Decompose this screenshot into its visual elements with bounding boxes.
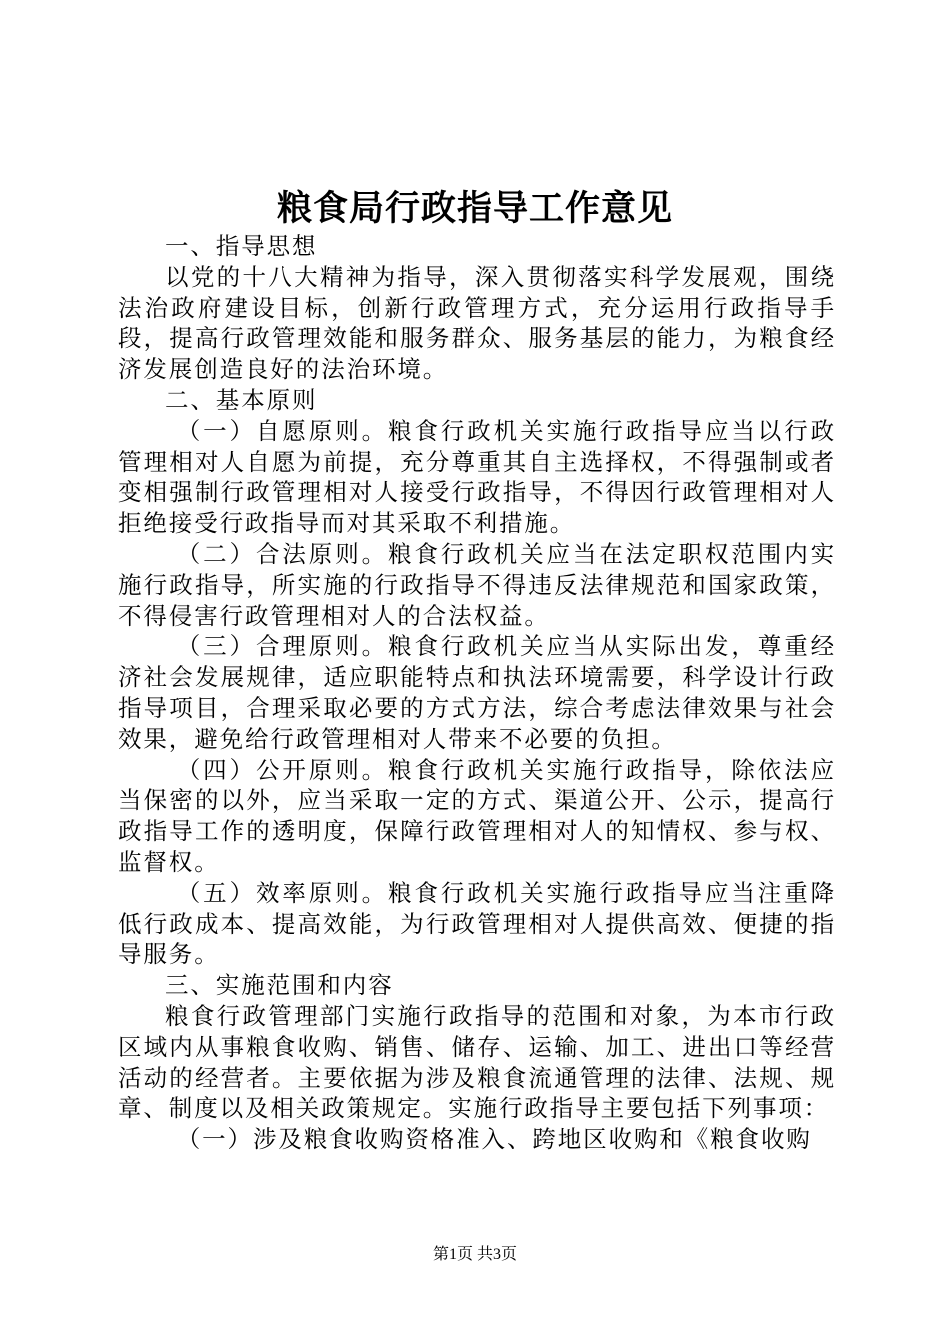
section-heading: 三、实施范围和内容 bbox=[165, 971, 394, 1000]
paragraph: （一）涉及粮食收购资格准入、跨地区收购和《粮食收购 bbox=[176, 1125, 812, 1154]
document-body bbox=[118, 231, 836, 1155]
paragraph: （二）合法原则。粮食行政机关应当在法定职权范围内实施行政指导，所实施的行政指导不得违反法律规范和国家政策，不得侵害行政管理相对人的合法权益。 bbox=[118, 539, 836, 630]
section-heading: 二、基本原则 bbox=[165, 385, 318, 414]
paragraph: 以党的十八大精神为指导，深入贯彻落实科学发展观，围绕法治政府建设目标，创新行政管理方式，充分运用行政指导手段，提高行政管理效能和服务群众、服务基层的能力，为粮食经济发展创造良好的法治环境。 bbox=[118, 262, 836, 384]
document-title: 粮食局行政指导工作意见 bbox=[276, 188, 673, 229]
paragraph: （三）合理原则。粮食行政机关应当从实际出发，尊重经济社会发展规律，适应职能特点和执法环境需要，科学设计行政指导项目，合理采取必要的方式方法，综合考虑法律效果与社会效果，避免给行政管理相对人带来不必要的负担。 bbox=[118, 632, 836, 753]
section-heading: 一、指导思想 bbox=[165, 232, 318, 260]
page-indicator: 第1页 共3页 bbox=[432, 1246, 517, 1263]
paragraph: （四）公开原则。粮食行政机关实施行政指导，除依法应当保密的以外，应当采取一定的方式、渠道公开、公示，提高行政指导工作的透明度，保障行政管理相对人的知情权、参与权、监督权。 bbox=[118, 755, 836, 876]
paragraph: （五）效率原则。粮食行政机关实施行政指导应当注重降低行政成本、提高效能，为行政管理相对人提供高效、便捷的指导服务。 bbox=[118, 878, 836, 969]
paragraph: （一）自愿原则。粮食行政机关实施行政指导应当以行政管理相对人自愿为前提，充分尊重其自主选择权，不得强制或者变相强制行政管理相对人接受行政指导，不得因行政管理相对人拒绝接受行政指导而对其采取不利措施。 bbox=[118, 416, 836, 538]
paragraph: 粮食行政管理部门实施行政指导的范围和对象，为本市行政区域内从事粮食收购、销售、储存、运输、加工、进出口等经营活动的经营者。主要依据为涉及粮食流通管理的法律、法规、规章、制度以及相关政策规定。实施行政指导主要包括下列事项： bbox=[118, 1001, 836, 1123]
